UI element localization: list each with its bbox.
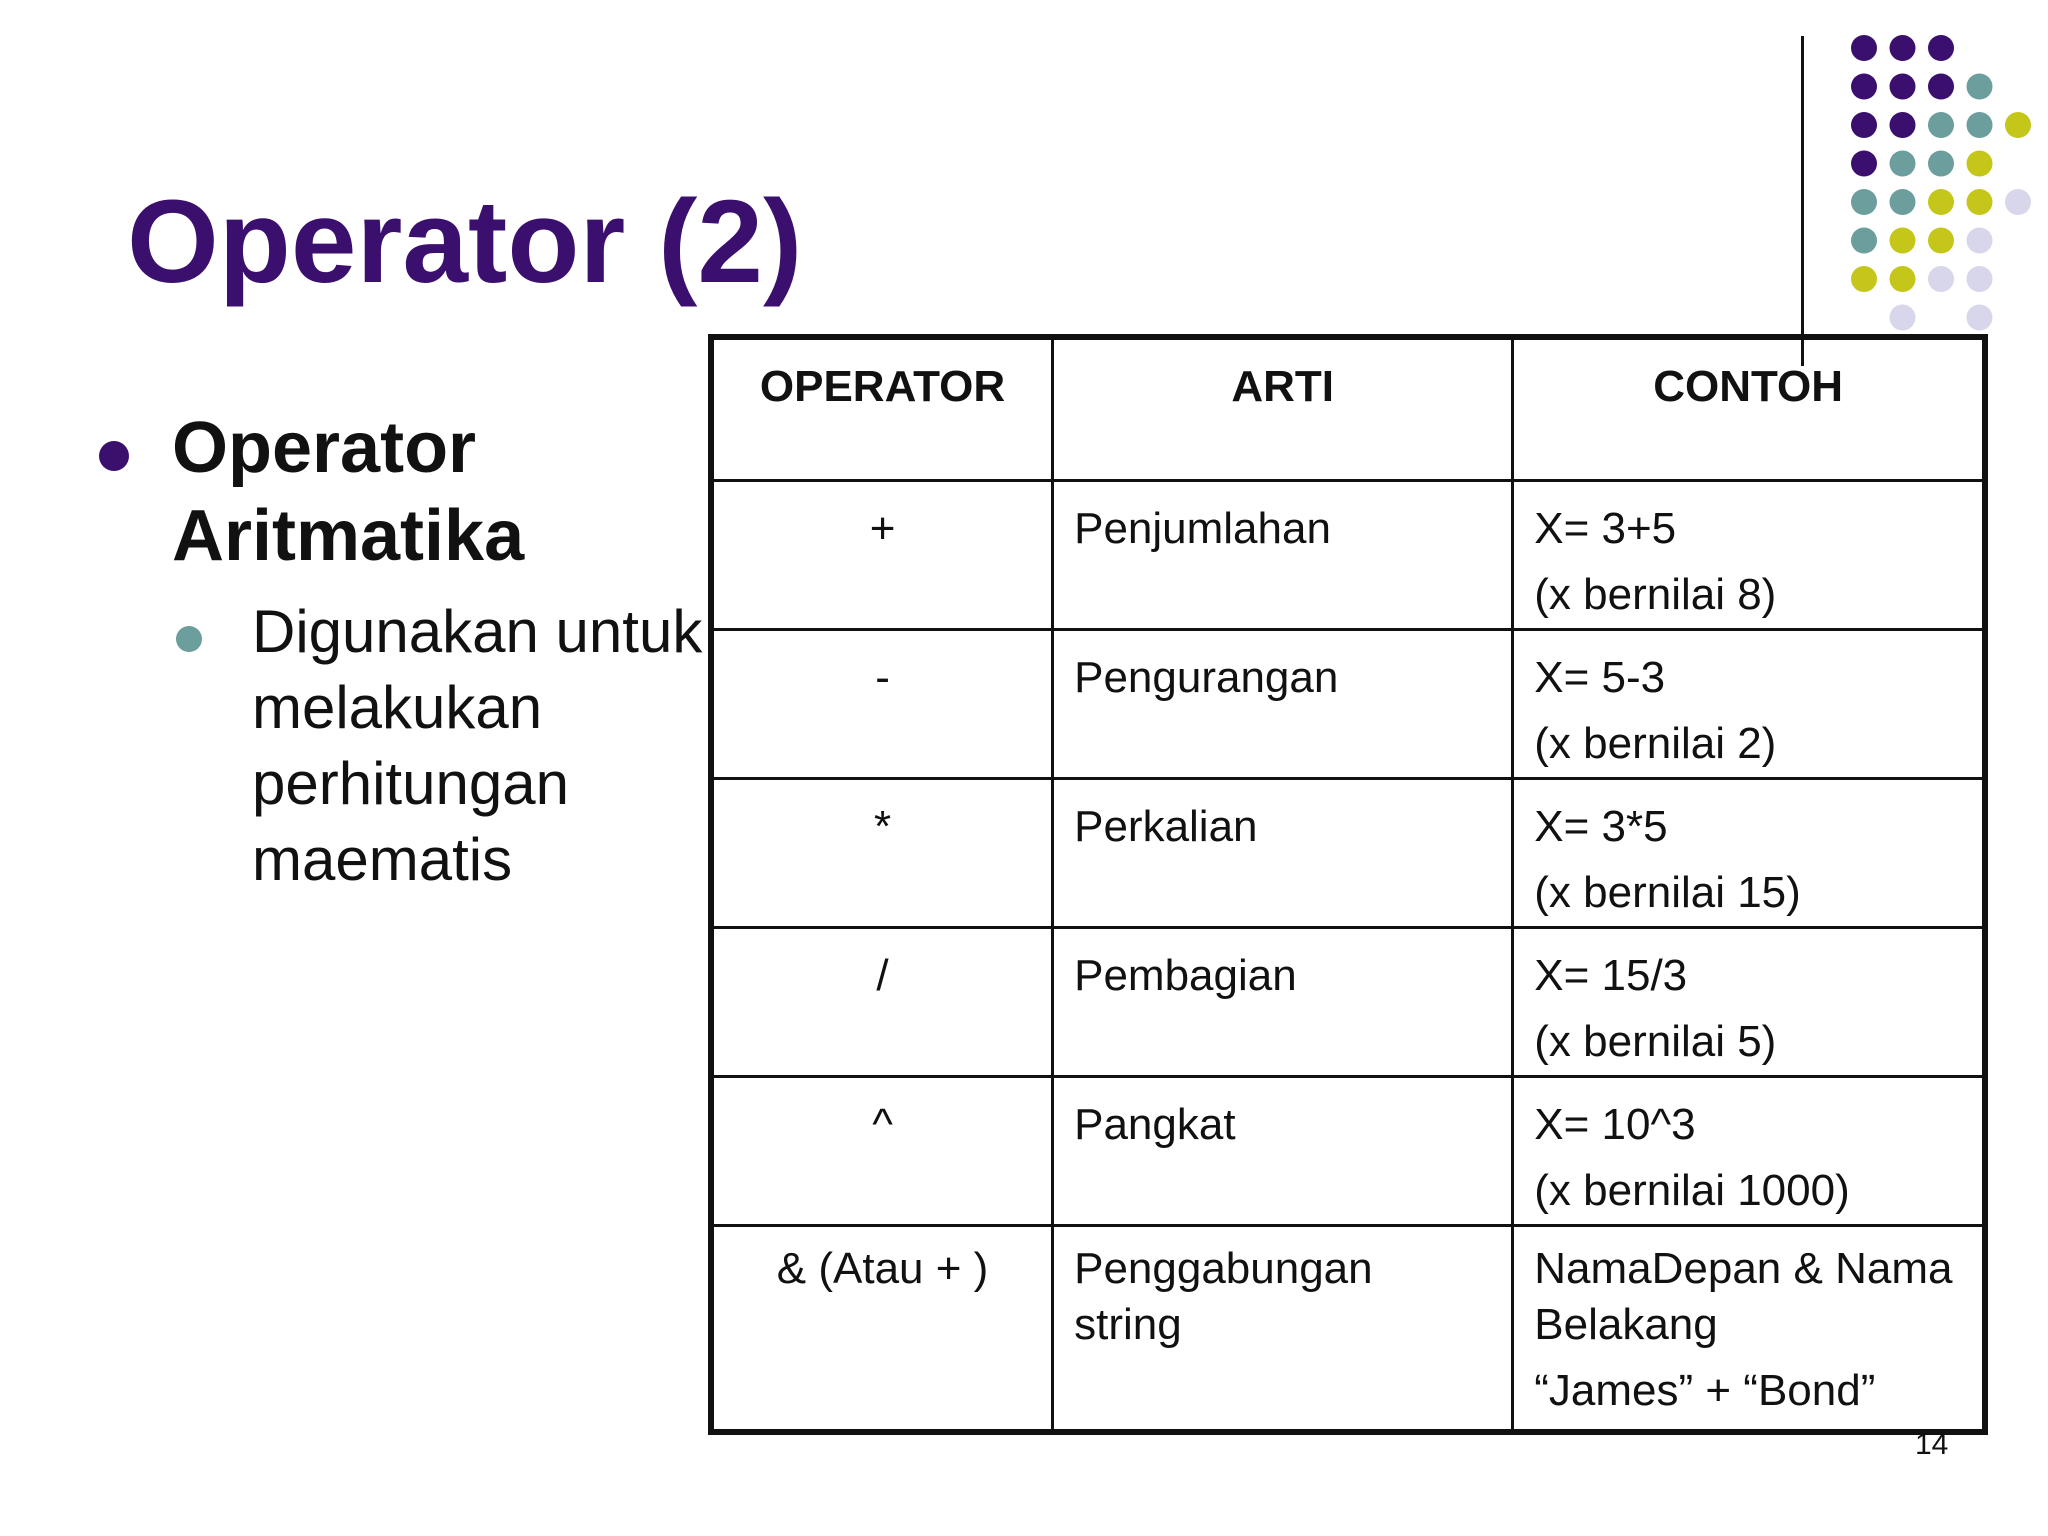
decorative-dot bbox=[1967, 74, 1993, 100]
cell-operator: ^ bbox=[711, 1077, 1053, 1226]
cell-contoh bbox=[1513, 1226, 1985, 1433]
cell-operator: * bbox=[711, 779, 1053, 928]
decorative-dot bbox=[1890, 266, 1916, 292]
decorative-dot bbox=[1851, 189, 1877, 215]
bullet-dot-level1 bbox=[99, 441, 129, 471]
decorative-dot bbox=[1967, 228, 1993, 254]
cell-contoh bbox=[1513, 630, 1985, 779]
table-row bbox=[711, 779, 1985, 928]
cell-operator: / bbox=[711, 928, 1053, 1077]
header-operator: OPERATOR bbox=[711, 337, 1053, 481]
page-number: 14 bbox=[1915, 1428, 1949, 1461]
decorative-dot bbox=[1928, 228, 1954, 254]
decorative-dot bbox=[2005, 112, 2031, 138]
decorative-dot bbox=[1851, 228, 1877, 254]
cell-arti: Penggabungan string bbox=[1053, 1226, 1513, 1433]
decorative-dot bbox=[1851, 112, 1877, 138]
cell-operator: - bbox=[711, 630, 1053, 779]
cell-arti: Pengurangan bbox=[1053, 630, 1513, 779]
example-line: X= 10^3 bbox=[1534, 1100, 1696, 1149]
divider-line bbox=[1801, 36, 1804, 366]
decorative-dot bbox=[1967, 189, 1993, 215]
table-row bbox=[711, 630, 1985, 779]
decorative-dot bbox=[1851, 266, 1877, 292]
cell-arti: Perkalian bbox=[1053, 779, 1513, 928]
cell-operator: + bbox=[711, 481, 1053, 630]
decorative-dot bbox=[1928, 74, 1954, 100]
cell-arti: Penjumlahan bbox=[1053, 481, 1513, 630]
decorative-dot bbox=[1890, 305, 1916, 331]
decorative-dot bbox=[1928, 35, 1954, 61]
example-line: (x bernilai 2) bbox=[1534, 719, 1777, 768]
example-line: (x bernilai 1000) bbox=[1534, 1166, 1850, 1215]
cell-contoh bbox=[1513, 481, 1985, 630]
bullet-dot-level2 bbox=[176, 626, 202, 652]
example-line: X= 3*5 bbox=[1534, 802, 1668, 851]
decorative-dot bbox=[1890, 228, 1916, 254]
table-row bbox=[711, 1077, 1985, 1226]
example-line: X= 15/3 bbox=[1534, 951, 1688, 1000]
table-header-row bbox=[711, 337, 1985, 481]
table-row bbox=[711, 928, 1985, 1077]
decorative-dot bbox=[1967, 151, 1993, 177]
cell-arti: Pembagian bbox=[1053, 928, 1513, 1077]
example-line: “James” + “Bond” bbox=[1534, 1366, 1876, 1415]
cell-operator: & (Atau + ) bbox=[711, 1226, 1053, 1433]
decorative-dot bbox=[2005, 189, 2031, 215]
example-line: (x bernilai 15) bbox=[1534, 868, 1801, 917]
decorative-dot bbox=[1890, 151, 1916, 177]
cell-contoh bbox=[1513, 779, 1985, 928]
bullet-level1: Operator Aritmatika bbox=[172, 408, 525, 576]
header-contoh: CONTOH bbox=[1513, 337, 1985, 481]
decorative-dot bbox=[1890, 74, 1916, 100]
example-line: (x bernilai 8) bbox=[1534, 570, 1777, 619]
header-arti: ARTI bbox=[1053, 337, 1513, 481]
example-line: X= 3+5 bbox=[1534, 504, 1677, 553]
decorative-dot bbox=[1890, 189, 1916, 215]
example-line: NamaDepan & Nama Belakang bbox=[1534, 1244, 1953, 1349]
decorative-dot bbox=[1967, 112, 1993, 138]
bullet-level2: Digunakan untuk melakukan perhitungan maematis bbox=[252, 598, 703, 893]
example-line: X= 5-3 bbox=[1534, 653, 1666, 702]
decorative-dot bbox=[1890, 112, 1916, 138]
decorative-dot bbox=[1851, 74, 1877, 100]
operator-table bbox=[708, 334, 1988, 1435]
cell-contoh bbox=[1513, 1077, 1985, 1226]
slide-title: Operator (2) bbox=[127, 176, 803, 308]
decorative-dot bbox=[1928, 266, 1954, 292]
decorative-dot bbox=[1967, 305, 1993, 331]
decorative-dot bbox=[1928, 151, 1954, 177]
table-row bbox=[711, 481, 1985, 630]
decorative-dot bbox=[1928, 189, 1954, 215]
table-row bbox=[711, 1226, 1985, 1433]
decorative-dot bbox=[1928, 112, 1954, 138]
cell-arti: Pangkat bbox=[1053, 1077, 1513, 1226]
example-line: (x bernilai 5) bbox=[1534, 1017, 1777, 1066]
decorative-dot bbox=[1967, 266, 1993, 292]
decorative-dot bbox=[1851, 151, 1877, 177]
cell-contoh bbox=[1513, 928, 1985, 1077]
decorative-dot bbox=[1890, 35, 1916, 61]
decorative-dot bbox=[1851, 35, 1877, 61]
